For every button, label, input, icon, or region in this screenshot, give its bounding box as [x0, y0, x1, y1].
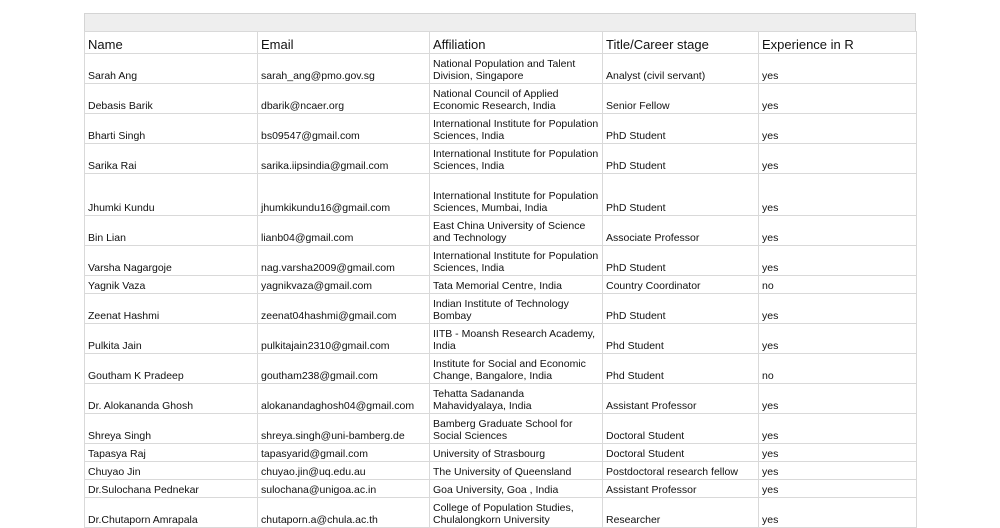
table-row: [85, 246, 917, 276]
cell-experience: yes: [759, 294, 917, 324]
cell-title: Country Coordinator: [603, 276, 759, 294]
cell-experience: yes: [759, 444, 917, 462]
table-row: [85, 294, 917, 324]
cell-title: Doctoral Student: [603, 444, 759, 462]
cell-experience: yes: [759, 324, 917, 354]
cell-name: Yagnik Vaza: [85, 276, 258, 294]
cell-affiliation: International Institute for Population Sciences, India: [430, 114, 603, 144]
cell-affiliation: Goa University, Goa , India: [430, 480, 603, 498]
cell-affiliation: Institute for Social and Economic Change, Bangalore, India: [430, 354, 603, 384]
header-row: [85, 32, 917, 54]
cell-title: Associate Professor: [603, 216, 759, 246]
table-row: [85, 84, 917, 114]
cell-email: dbarik@ncaer.org: [258, 84, 430, 114]
table-row: [85, 324, 917, 354]
cell-name: Dr.Chutaporn Amrapala: [85, 498, 258, 528]
cell-email: tapasyarid@gmail.com: [258, 444, 430, 462]
table-row: [85, 174, 917, 216]
cell-name: Zeenat Hashmi: [85, 294, 258, 324]
cell-email: yagnikvaza@gmail.com: [258, 276, 430, 294]
cell-affiliation: The University of Queensland: [430, 462, 603, 480]
cell-experience: yes: [759, 414, 917, 444]
cell-affiliation: International Institute for Population Sciences, India: [430, 246, 603, 276]
cell-experience: yes: [759, 384, 917, 414]
sheet-top-bar: [84, 13, 916, 31]
participants-table: [84, 31, 917, 528]
table-row: [85, 414, 917, 444]
cell-name: Dr.Sulochana Pednekar: [85, 480, 258, 498]
cell-title: PhD Student: [603, 114, 759, 144]
table-row: [85, 480, 917, 498]
cell-email: jhumkikundu16@gmail.com: [258, 174, 430, 216]
table-row: [85, 114, 917, 144]
cell-name: Jhumki Kundu: [85, 174, 258, 216]
cell-title: Postdoctoral research fellow: [603, 462, 759, 480]
cell-affiliation: College of Population Studies, Chulalongkorn University: [430, 498, 603, 528]
header-experience: Experience in R: [759, 32, 917, 54]
cell-affiliation: National Population and Talent Division, Singapore: [430, 54, 603, 84]
table-row: [85, 54, 917, 84]
cell-affiliation: East China University of Science and Technology: [430, 216, 603, 246]
cell-experience: no: [759, 276, 917, 294]
cell-experience: yes: [759, 144, 917, 174]
cell-experience: yes: [759, 216, 917, 246]
cell-email: shreya.singh@uni-bamberg.de: [258, 414, 430, 444]
cell-name: Tapasya Raj: [85, 444, 258, 462]
cell-email: alokanandaghosh04@gmail.com: [258, 384, 430, 414]
cell-email: nag.varsha2009@gmail.com: [258, 246, 430, 276]
cell-affiliation: Indian Institute of Technology Bombay: [430, 294, 603, 324]
table-row: [85, 384, 917, 414]
cell-title: PhD Student: [603, 294, 759, 324]
cell-title: PhD Student: [603, 246, 759, 276]
cell-experience: yes: [759, 480, 917, 498]
header-email: Email: [258, 32, 430, 54]
cell-experience: no: [759, 354, 917, 384]
cell-name: Varsha Nagargoje: [85, 246, 258, 276]
cell-email: lianb04@gmail.com: [258, 216, 430, 246]
cell-email: sarah_ang@pmo.gov.sg: [258, 54, 430, 84]
cell-name: Sarah Ang: [85, 54, 258, 84]
cell-affiliation: National Council of Applied Economic Research, India: [430, 84, 603, 114]
cell-title: Assistant Professor: [603, 384, 759, 414]
cell-title: Phd Student: [603, 324, 759, 354]
cell-email: bs09547@gmail.com: [258, 114, 430, 144]
table-row: [85, 354, 917, 384]
cell-affiliation: IITB - Moansh Research Academy, India: [430, 324, 603, 354]
cell-experience: yes: [759, 114, 917, 144]
cell-name: Bin Lian: [85, 216, 258, 246]
cell-email: sulochana@unigoa.ac.in: [258, 480, 430, 498]
cell-name: Shreya Singh: [85, 414, 258, 444]
cell-affiliation: International Institute for Population Sciences, Mumbai, India: [430, 174, 603, 216]
cell-title: PhD Student: [603, 144, 759, 174]
cell-experience: yes: [759, 246, 917, 276]
cell-email: chutaporn.a@chula.ac.th: [258, 498, 430, 528]
cell-email: goutham238@gmail.com: [258, 354, 430, 384]
cell-title: Analyst (civil servant): [603, 54, 759, 84]
table-row: [85, 444, 917, 462]
cell-email: sarika.iipsindia@gmail.com: [258, 144, 430, 174]
cell-name: Sarika Rai: [85, 144, 258, 174]
cell-title: Assistant Professor: [603, 480, 759, 498]
cell-experience: yes: [759, 174, 917, 216]
spreadsheet: [84, 13, 916, 528]
cell-experience: yes: [759, 498, 917, 528]
cell-experience: yes: [759, 54, 917, 84]
header-affiliation: Affiliation: [430, 32, 603, 54]
cell-affiliation: International Institute for Population Sciences, India: [430, 144, 603, 174]
cell-name: Goutham K Pradeep: [85, 354, 258, 384]
header-title: Title/Career stage: [603, 32, 759, 54]
cell-title: PhD Student: [603, 174, 759, 216]
cell-experience: yes: [759, 84, 917, 114]
cell-name: Debasis Barik: [85, 84, 258, 114]
cell-email: pulkitajain2310@gmail.com: [258, 324, 430, 354]
table-row: [85, 276, 917, 294]
cell-name: Dr. Alokananda Ghosh: [85, 384, 258, 414]
table-row: [85, 144, 917, 174]
header-name: Name: [85, 32, 258, 54]
table-row: [85, 498, 917, 528]
cell-affiliation: Tata Memorial Centre, India: [430, 276, 603, 294]
cell-title: Researcher: [603, 498, 759, 528]
cell-affiliation: Tehatta Sadananda Mahavidyalaya, India: [430, 384, 603, 414]
cell-email: zeenat04hashmi@gmail.com: [258, 294, 430, 324]
cell-experience: yes: [759, 462, 917, 480]
cell-affiliation: Bamberg Graduate School for Social Sciences: [430, 414, 603, 444]
cell-name: Chuyao Jin: [85, 462, 258, 480]
cell-email: chuyao.jin@uq.edu.au: [258, 462, 430, 480]
cell-title: Phd Student: [603, 354, 759, 384]
cell-title: Doctoral Student: [603, 414, 759, 444]
table-row: [85, 216, 917, 246]
cell-name: Bharti Singh: [85, 114, 258, 144]
cell-affiliation: University of Strasbourg: [430, 444, 603, 462]
table-row: [85, 462, 917, 480]
cell-name: Pulkita Jain: [85, 324, 258, 354]
cell-title: Senior Fellow: [603, 84, 759, 114]
